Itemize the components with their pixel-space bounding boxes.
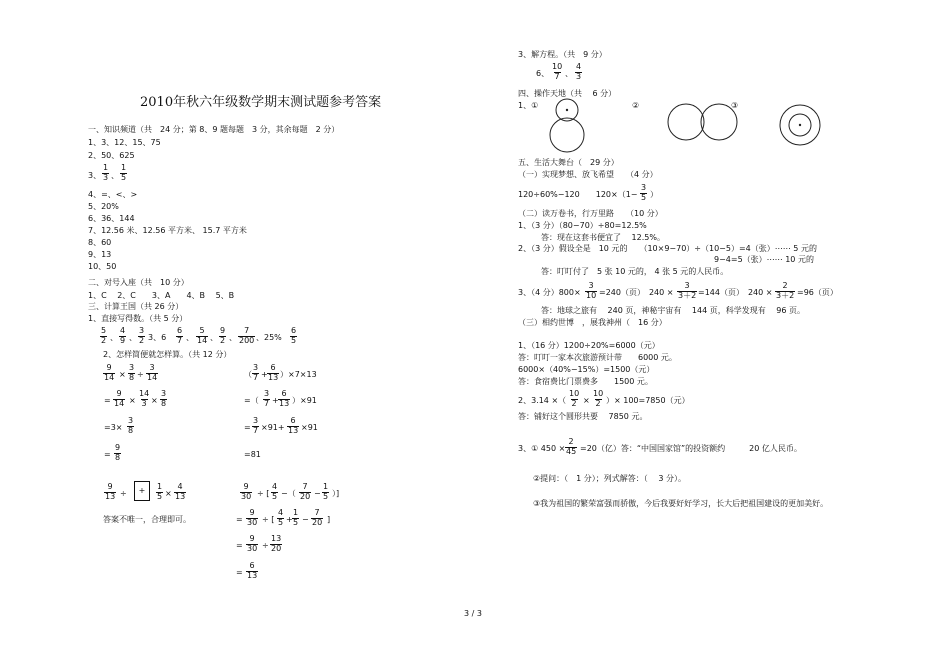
calc-2-heading: 2、怎样简便就怎样算。（共 12 分） bbox=[103, 350, 232, 359]
p4-frac: $\frac{4}{5}$ bbox=[272, 482, 278, 501]
p1-line3: =3× bbox=[104, 423, 123, 432]
p4-line1: ÷ [ bbox=[257, 489, 270, 498]
p3-note: 答案不唯一，合理即可。 bbox=[103, 515, 191, 524]
p1-op: × bbox=[119, 370, 126, 379]
section-5-2-q3-mid-1: =240（页） 240 × bbox=[599, 288, 674, 297]
section-5-3-q3-tail: =20（亿）答：“中国国家馆”的投资额约 20 亿人民币。 bbox=[580, 444, 802, 453]
p1-frac: $\frac{3}{8}$ bbox=[128, 416, 134, 435]
calc1-sep: 、 bbox=[110, 333, 118, 342]
equation-heading: 3、解方程。（共 9 分） bbox=[518, 50, 607, 59]
p2-frac: $\frac{3}{7}$ bbox=[253, 363, 259, 382]
answer-9: 9、13 bbox=[88, 250, 112, 259]
answer-6: 6、36、144 bbox=[88, 214, 135, 223]
p4-frac: $\frac{9}{30}$ bbox=[247, 534, 258, 553]
p2-line3-tail: ×91 bbox=[301, 423, 318, 432]
answer-3-fraction-1: $\frac{1}{3}$ bbox=[103, 163, 109, 182]
page-title: 2010年秋六年级数学期末测试题参考答案 bbox=[140, 95, 382, 110]
drawing-1-label: 1、① bbox=[518, 101, 539, 110]
p1-op: × bbox=[151, 396, 158, 405]
calc1-frac-1: $\frac{5}{2}$ bbox=[101, 326, 107, 345]
p4-frac: $\frac{7}{20}$ bbox=[312, 508, 323, 527]
p2-line3: = bbox=[244, 423, 251, 432]
p3-frac: $\frac{9}{13}$ bbox=[105, 482, 116, 501]
p1-frac: $\frac{3}{8}$ bbox=[161, 389, 167, 408]
p2-frac: $\frac{6}{13}$ bbox=[279, 389, 290, 408]
calc1-frac-8: $\frac{6}{5}$ bbox=[291, 326, 297, 345]
section-5-1-answer: 120÷60%−120 120×（1− bbox=[518, 190, 638, 199]
section-5-2-q3-tail: =96（页） bbox=[797, 288, 838, 297]
section-5-2-q3-frac-1: $\frac{3}{10}$ bbox=[586, 281, 597, 300]
section-5-3-q1-answer2: 答：食宿费比门票费多 1500 元。 bbox=[518, 377, 653, 386]
section-5-3-q2-answer: 答：铺好这个圆形共要 7850 元。 bbox=[518, 412, 648, 421]
figure2-right-circle bbox=[701, 101, 739, 140]
p2-frac: $\frac{3}{7}$ bbox=[264, 389, 270, 408]
calc1-sep: 、 bbox=[129, 333, 137, 342]
p4-minus: − bbox=[314, 489, 321, 498]
p4-eq: = bbox=[236, 568, 243, 577]
section-2-heading: 二、对号入座（共 10 分） bbox=[88, 278, 189, 287]
p4-frac: $\frac{7}{20}$ bbox=[300, 482, 311, 501]
calc1-frac-7: $\frac{7}{200}$ bbox=[239, 326, 255, 345]
answer-2: 2、50、625 bbox=[88, 151, 135, 160]
drawing-2-label: ② bbox=[632, 101, 640, 110]
p1-eq: = bbox=[104, 396, 111, 405]
p1-frac: $\frac{9}{14}$ bbox=[104, 363, 115, 382]
calc1-frac-6: $\frac{9}{2}$ bbox=[220, 326, 226, 345]
section-2-answers: 1、C 2、C 3、A 4、B 5、B bbox=[88, 291, 235, 300]
section-5-3-heading: （三）相约世博 ，展我神州（ 16 分） bbox=[518, 318, 667, 327]
section-5-heading: 五、生活大舞台（ 29 分） bbox=[518, 158, 619, 167]
equation-frac-2: $\frac{4}{3}$ bbox=[576, 62, 582, 81]
p2-plus: + bbox=[272, 396, 279, 405]
p1-frac: $\frac{3}{14}$ bbox=[147, 363, 158, 382]
p2-open: （ bbox=[244, 370, 252, 379]
p1-frac: $\frac{9}{14}$ bbox=[114, 389, 125, 408]
answer-7: 7、12.56 米、12.56 平方米、 15.7 平方米 bbox=[88, 226, 247, 235]
p2-line2: =（ bbox=[244, 396, 259, 405]
p4-frac: $\frac{1}{5}$ bbox=[323, 482, 329, 501]
section-5-2-q3-answer: 答：地球之旅有 240 页，神秘宇宙有 144 页，科学发现有 96 页。 bbox=[541, 306, 805, 315]
answer-8: 8、60 bbox=[88, 238, 112, 247]
p4-frac: $\frac{4}{5}$ bbox=[278, 508, 284, 527]
p4-close: ] bbox=[327, 515, 331, 524]
section-5-2-q3-mid-2: =144（页） 240 × bbox=[698, 288, 773, 297]
section-5-3-q2-frac-2: $\frac{10}{2}$ bbox=[593, 389, 604, 408]
p4-frac: $\frac{9}{30}$ bbox=[241, 482, 252, 501]
section-5-2-q2-line2: 9−4=5（张）⋯⋯ 10 元的 bbox=[714, 255, 814, 264]
answer-4: 4、=、<、> bbox=[88, 190, 138, 199]
section-5-2-q3: 3、（4 分）800× bbox=[518, 288, 581, 297]
answer-5: 5、20% bbox=[88, 202, 119, 211]
p2-frac: $\frac{6}{13}$ bbox=[288, 416, 299, 435]
p4-frac: $\frac{13}{20}$ bbox=[271, 534, 282, 553]
calc1-item-4-prefix: 3、6 bbox=[148, 333, 167, 342]
calc1-frac-4: $\frac{6}{7}$ bbox=[177, 326, 183, 345]
section-4-heading: 四、操作天地（共 6 分） bbox=[518, 89, 617, 98]
p1-op: ÷ bbox=[137, 370, 144, 379]
section-5-3-q3-part3: ③我为祖国的繁荣富强而骄傲，今后我要好好学习，长大后把祖国建设的更加美好。 bbox=[533, 499, 829, 508]
p4-close: ）] bbox=[332, 489, 340, 498]
section-5-2-q1: 1、（3 分）（80−70）÷80=12.5% bbox=[518, 221, 647, 230]
figure1-center-dot bbox=[566, 109, 568, 111]
section-5-3-q2: 2、3.14 ×（ bbox=[518, 396, 567, 405]
answer-3-sep: 、 bbox=[111, 171, 119, 180]
section-5-3-q1-answer: 答：叮叮一家本次旅游预计带 6000 元。 bbox=[518, 353, 677, 362]
calc1-frac-2: $\frac{4}{9}$ bbox=[120, 326, 126, 345]
calc1-frac-5: $\frac{5}{14}$ bbox=[197, 326, 208, 345]
p3-frac: $\frac{1}{5}$ bbox=[157, 482, 163, 501]
section-5-2-heading: （二）读万卷书，行万里路 （10 分） bbox=[518, 209, 663, 218]
p1-frac: $\frac{3}{8}$ bbox=[129, 363, 135, 382]
section-5-3-q1: 1、（16 分）1200÷20%=6000（元） bbox=[518, 341, 660, 350]
p2-plus: + bbox=[261, 370, 268, 379]
p3-times: × bbox=[165, 489, 172, 498]
section-5-3-q3-frac: $\frac{2}{45}$ bbox=[566, 437, 577, 456]
section-5-3-q1-line2: 6000×（40%−15%）=1500（元） bbox=[518, 365, 655, 374]
p4-frac: $\frac{1}{5}$ bbox=[293, 508, 299, 527]
p4-minus: − bbox=[302, 515, 309, 524]
calc1-frac-3: $\frac{3}{2}$ bbox=[139, 326, 145, 345]
p3-box: + bbox=[134, 481, 150, 501]
equation-sep: 、 bbox=[565, 69, 573, 78]
p1-result-frac: $\frac{9}{8}$ bbox=[115, 443, 121, 462]
p4-eq: = bbox=[236, 541, 243, 550]
section-5-2-q2: 2、（3 分）假设全是 10 元的 （10×9−70）÷（10−5）=4（张）⋯⋯ 5 元的 bbox=[518, 244, 817, 253]
p1-op: × bbox=[129, 396, 136, 405]
equation-prefix: 6、 bbox=[536, 69, 550, 78]
p2-line3-mid: ×91+ bbox=[261, 423, 285, 432]
p4-minus: −（ bbox=[281, 489, 296, 498]
equation-frac-1: $\frac{10}{7}$ bbox=[552, 62, 563, 81]
section-5-1-close: ） bbox=[650, 190, 658, 199]
p2-result: =81 bbox=[244, 450, 261, 459]
calc1-sep: 、 bbox=[186, 333, 194, 342]
p4-frac: $\frac{9}{30}$ bbox=[247, 508, 258, 527]
answer-3-fraction-2: $\frac{1}{5}$ bbox=[121, 163, 127, 182]
section-5-2-q3-frac-3: $\frac{2}{3+2}$ bbox=[776, 281, 795, 300]
answer-3: 3、 bbox=[88, 171, 102, 180]
p2-frac: $\frac{6}{13}$ bbox=[268, 363, 279, 382]
page-number: 3 / 3 bbox=[464, 609, 482, 618]
section-5-3-q2-times: × bbox=[583, 396, 590, 405]
section-3-heading: 三、计算王国（共 26 分） bbox=[88, 302, 184, 311]
p2-close: ）×7×13 bbox=[280, 370, 317, 379]
answer-1: 1、3、12、15、75 bbox=[88, 138, 161, 147]
drawing-3-label: ③ bbox=[731, 101, 739, 110]
p4-line2: ÷ [ bbox=[262, 515, 275, 524]
p4-eq: = bbox=[236, 515, 243, 524]
p4-div: ÷ bbox=[262, 541, 269, 550]
section-5-3-q3-part2: ②提问：（ 1 分）；列式解答：（ 3 分）。 bbox=[533, 474, 686, 483]
calc1-percent: 、25% bbox=[256, 333, 282, 342]
figure1-large-circle bbox=[550, 118, 584, 152]
figure2-left-circle bbox=[668, 104, 704, 140]
section-5-2-q1-answer: 答：现在这套书便宜了 12.5%。 bbox=[541, 233, 665, 242]
p2-line2-tail: ）×91 bbox=[292, 396, 317, 405]
section-5-3-q2-tail: ）× 100=7850（元） bbox=[606, 396, 690, 405]
p2-frac: $\frac{3}{7}$ bbox=[253, 416, 259, 435]
p4-plus: + bbox=[286, 515, 293, 524]
p1-eq: = bbox=[104, 450, 111, 459]
figure3-center-dot bbox=[799, 124, 801, 126]
section-5-1-frac: $\frac{3}{5}$ bbox=[641, 183, 647, 202]
answer-10: 10、50 bbox=[88, 262, 117, 271]
section-5-3-q3: 3、① 450 × bbox=[518, 444, 566, 453]
calc-1-heading: 1、直接写得数。（共 5 分） bbox=[88, 314, 188, 323]
calc1-sep: 、 bbox=[229, 333, 237, 342]
calc1-sep: 、 bbox=[210, 333, 218, 342]
section-5-2-q3-frac-2: $\frac{3}{3+2}$ bbox=[678, 281, 697, 300]
section-5-3-q2-frac-1: $\frac{10}{2}$ bbox=[569, 389, 580, 408]
p4-result-frac: $\frac{6}{13}$ bbox=[247, 561, 258, 580]
section-5-2-q2-answer: 答：叮叮付了 5 张 10 元的， 4 张 5 元的人民币。 bbox=[541, 267, 729, 276]
p1-frac: $\frac{14}{3}$ bbox=[139, 389, 150, 408]
section-1-heading: 一、知识频道（共 24 分；第 8、9 题每题 3 分，其余每题 2 分） bbox=[88, 125, 340, 134]
p3-div: ÷ bbox=[120, 489, 127, 498]
section-5-1-heading: （一）实现梦想、放飞希望 （4 分） bbox=[518, 170, 658, 179]
p3-frac: $\frac{4}{13}$ bbox=[175, 482, 186, 501]
